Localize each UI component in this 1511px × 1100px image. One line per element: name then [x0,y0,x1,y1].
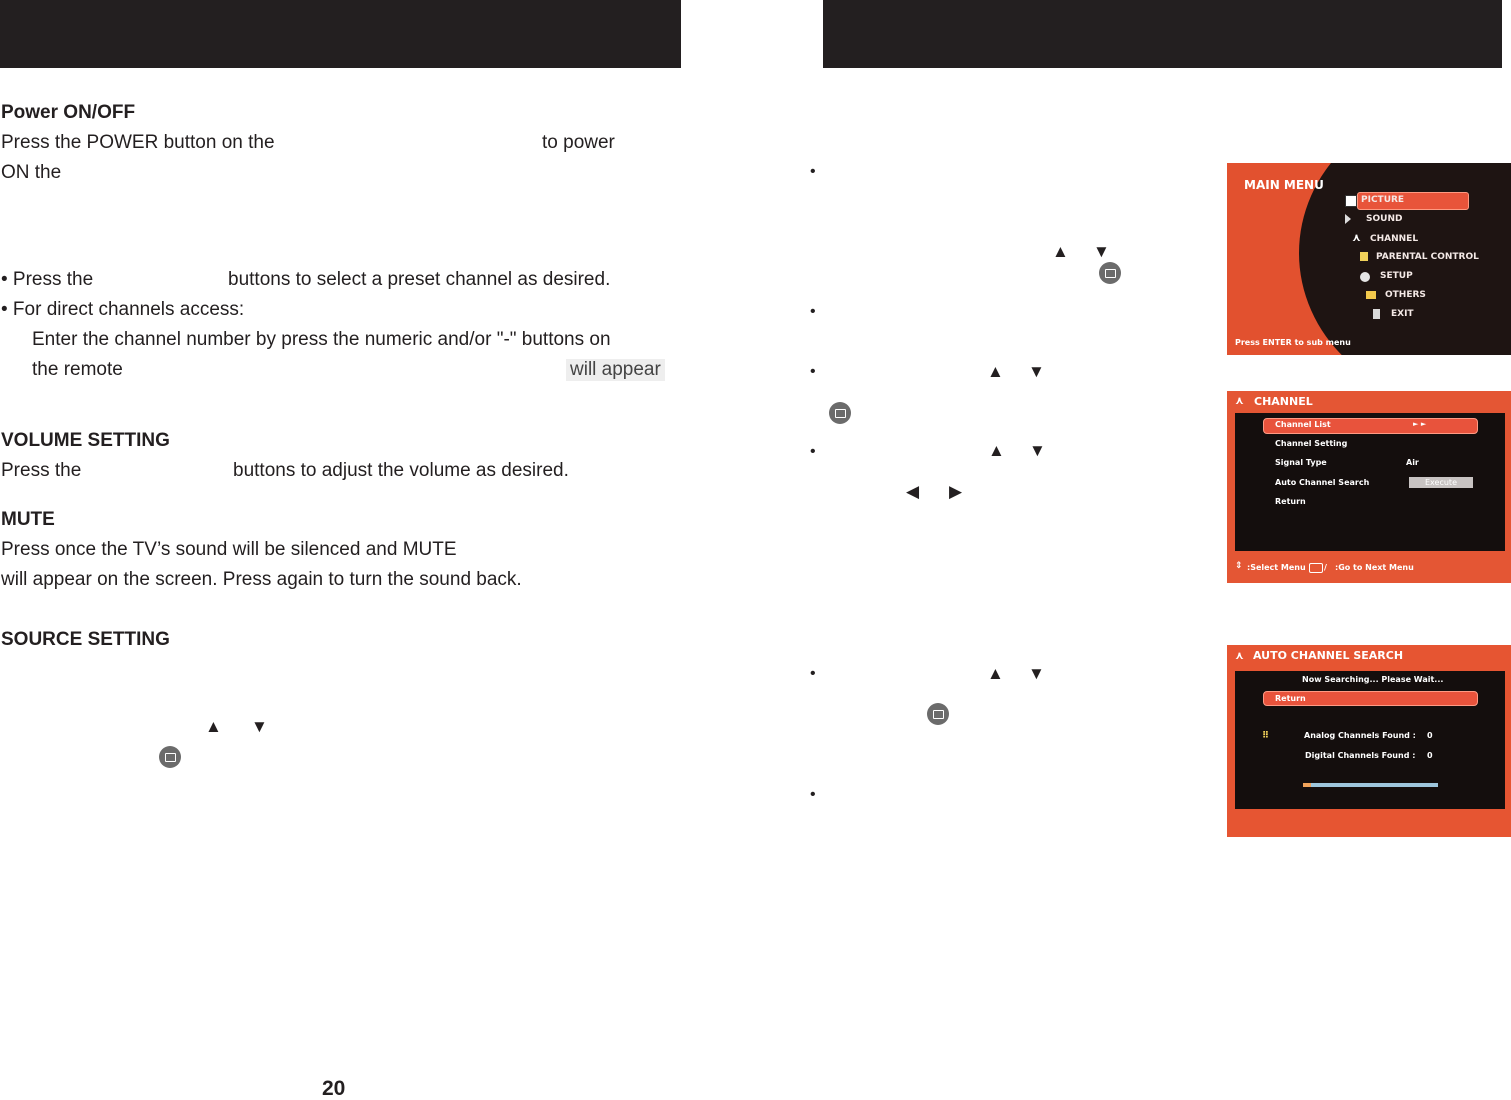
searching-status: Now Searching... Please Wait... [1302,675,1444,684]
footer-select-menu: :Select Menu [1247,563,1306,572]
mute-line1: Press once the TV’s sound will be silenced and MUTE [1,539,457,560]
antenna-icon: ⋏ [1235,649,1244,662]
analog-value: 0 [1427,731,1433,740]
bullet: • [810,303,816,320]
bullet: • [810,163,816,180]
main-menu-title: MAIN MENU [1244,178,1324,192]
channel-title: CHANNEL [1254,395,1313,408]
channel-item-return[interactable]: Return [1275,497,1306,506]
digital-label: Digital Channels Found : [1305,751,1416,760]
bullet: • [810,363,816,380]
bullet: • [810,786,816,803]
menu-item-others[interactable]: OTHERS [1385,290,1426,300]
auto-search-title: AUTO CHANNEL SEARCH [1253,649,1404,662]
power-line1a: Press the POWER button on the [1,132,275,153]
menu-item-parental-control[interactable]: PARENTAL CONTROL [1376,252,1479,262]
channel-bullet1b: buttons to select a preset channel as desired. [228,269,611,290]
auto-search-screenshot [1227,645,1511,837]
up-arrow-icon: ▲ [987,362,1004,381]
down-arrow-icon: ▼ [1093,242,1110,261]
left-header-bar [0,0,681,68]
menu-item-setup[interactable]: SETUP [1380,271,1413,281]
signal-type-value: Air [1406,458,1419,467]
mute-heading: MUTE [1,509,55,530]
channel-bullet1a: • Press the [1,269,94,290]
channel-menu-screenshot [1227,391,1511,583]
enter-icon [1099,262,1121,284]
volume-line-b: buttons to adjust the volume as desired. [233,460,569,481]
channel-bullet2: • For direct channels access: [1,299,245,320]
digital-value: 0 [1427,751,1433,760]
main-menu-footer: Press ENTER to sub menu [1235,338,1351,347]
enter-icon [829,402,851,424]
folder-icon [1366,291,1376,299]
menu-item-channel[interactable]: CHANNEL [1370,234,1419,244]
left-arrow-icon: ◀ [906,482,920,501]
power-line2: ON the [1,162,62,183]
enter-icon [159,746,181,768]
enter-key-icon [1309,563,1323,573]
menu-item-picture[interactable]: PICTURE [1361,195,1405,205]
down-arrow-icon: ▼ [1028,362,1045,381]
up-arrow-icon: ▲ [987,664,1004,683]
footer-slash: / [1324,563,1327,572]
bullet: • [810,443,816,460]
up-arrow-icon: ▲ [205,717,222,736]
antenna-icon: ⋏ [1352,231,1361,244]
source-heading: SOURCE SETTING [1,629,170,650]
page-number: 20 [322,1077,346,1100]
up-arrow-icon: ▲ [1052,242,1069,261]
lock-icon [1360,252,1368,261]
down-arrow-icon: ▼ [1028,664,1045,683]
channel-sub1: Enter the channel number by press the numeric and/or "-" buttons on [32,329,611,350]
search-progress-bar [1303,783,1438,787]
return-item[interactable]: Return [1275,694,1306,703]
power-heading: Power ON/OFF [1,102,136,123]
menu-item-sound[interactable]: SOUND [1366,214,1403,224]
antenna-icon: ⋏ [1235,394,1244,407]
footer-next-menu: :Go to Next Menu [1335,563,1414,572]
analog-label: Analog Channels Found : [1304,731,1416,740]
channel-item-signal-type[interactable]: Signal Type [1275,458,1327,467]
gear-icon [1360,272,1370,282]
signal-dots-icon: ⠿ [1262,731,1270,741]
channel-list-marker: ► ► [1413,420,1427,428]
volume-heading: VOLUME SETTING [1,430,170,451]
main-menu-screenshot [1227,163,1511,355]
updown-icon: ⇕ [1235,561,1243,571]
right-header-bar [823,0,1502,68]
menu-item-exit[interactable]: EXIT [1391,309,1414,319]
picture-icon [1345,195,1357,207]
right-page [760,0,1511,1098]
search-progress-fill [1303,783,1311,787]
channel-item-setting[interactable]: Channel Setting [1275,439,1348,448]
channel-item-auto-search[interactable]: Auto Channel Search [1275,478,1370,487]
exit-door-icon [1373,309,1380,319]
down-arrow-icon: ▼ [1029,441,1046,460]
enter-icon [927,703,949,725]
bullet: • [810,665,816,682]
execute-button[interactable]: Execute [1409,477,1473,488]
right-arrow-icon: ▶ [949,482,963,501]
left-page [0,0,700,1098]
channel-item-list[interactable]: Channel List [1275,420,1331,429]
volume-line-a: Press the [1,460,82,481]
channel-sub2b: will appear [566,359,665,381]
sound-icon [1345,214,1351,224]
power-line1b: to power [542,132,615,153]
down-arrow-icon: ▼ [251,717,268,736]
up-arrow-icon: ▲ [988,441,1005,460]
channel-sub2a: the remote [32,359,123,380]
mute-line2: will appear on the screen. Press again to turn the sound back. [1,569,522,590]
